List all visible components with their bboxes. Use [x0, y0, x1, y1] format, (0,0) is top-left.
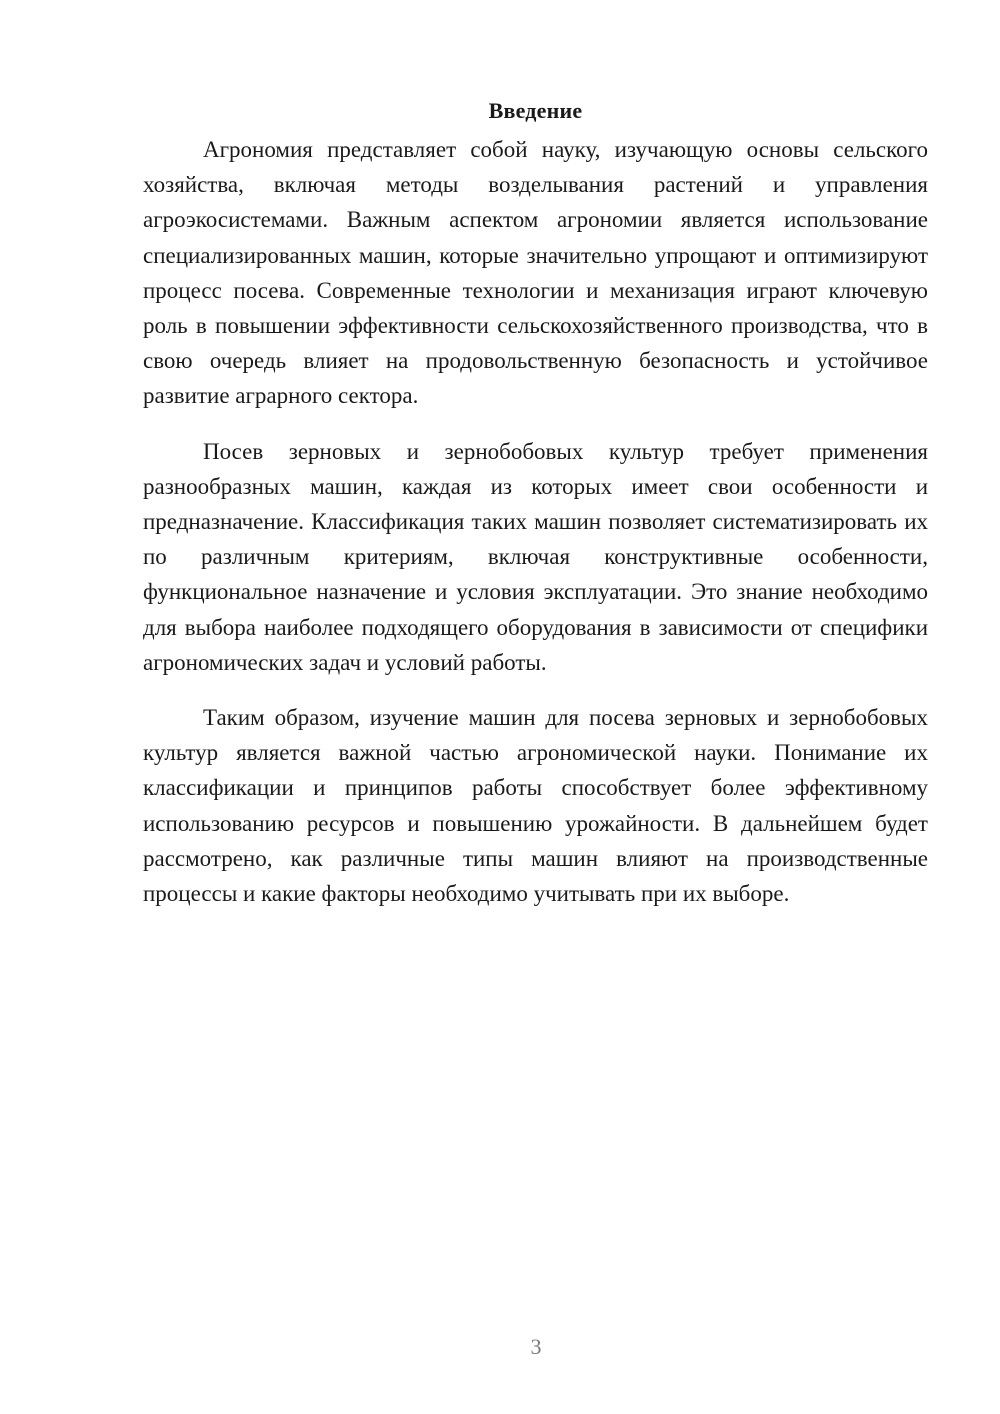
paragraph-3: Таким образом, изучение машин для посева зерновых и зернобобовых культур является важной частью агрономической науки. Понимание их классификации и принципов работы способствует более эффективному использованию ресурсов и повышению урожайности. В дальнейшем будет рассмотрено, как различные типы машин влияют на производственные процессы и какие факторы необходимо учитывать при их выборе.: [143, 705, 928, 907]
page-number: 3: [530, 1334, 542, 1359]
paragraph-2: Посев зерновых и зернобобовых культур требует применения разнообразных машин, каждая из которых имеет свои особенности и предназначение. Классификация таких машин позволяет систематизировать их по различным критериям, включая конструктивные особенности, функциональное назначение и условия эксплуатации. Это знание необходимо для выбора наиболее подходящего оборудования в зависимости от специфики агрономических задач и условий работы.: [143, 438, 928, 675]
paragraph-1: Агрономия представляет собой науку, изучающую основы сельского хозяйства, включая методы возделывания растений и управления агроэкосистемами. Важным аспектом агрономии является использование специализированных машин, которые значительно упрощают и оптимизируют процесс посева. Современные технологии и механизация играют ключевую роль в повышении эффективности сельскохозяйственного производства, что в свою очередь влияет на продовольственную безопасность и устойчивое развитие аграрного сектора.: [143, 137, 928, 409]
page-content: [143, 96, 928, 931]
section-title: Введение: [488, 98, 583, 123]
